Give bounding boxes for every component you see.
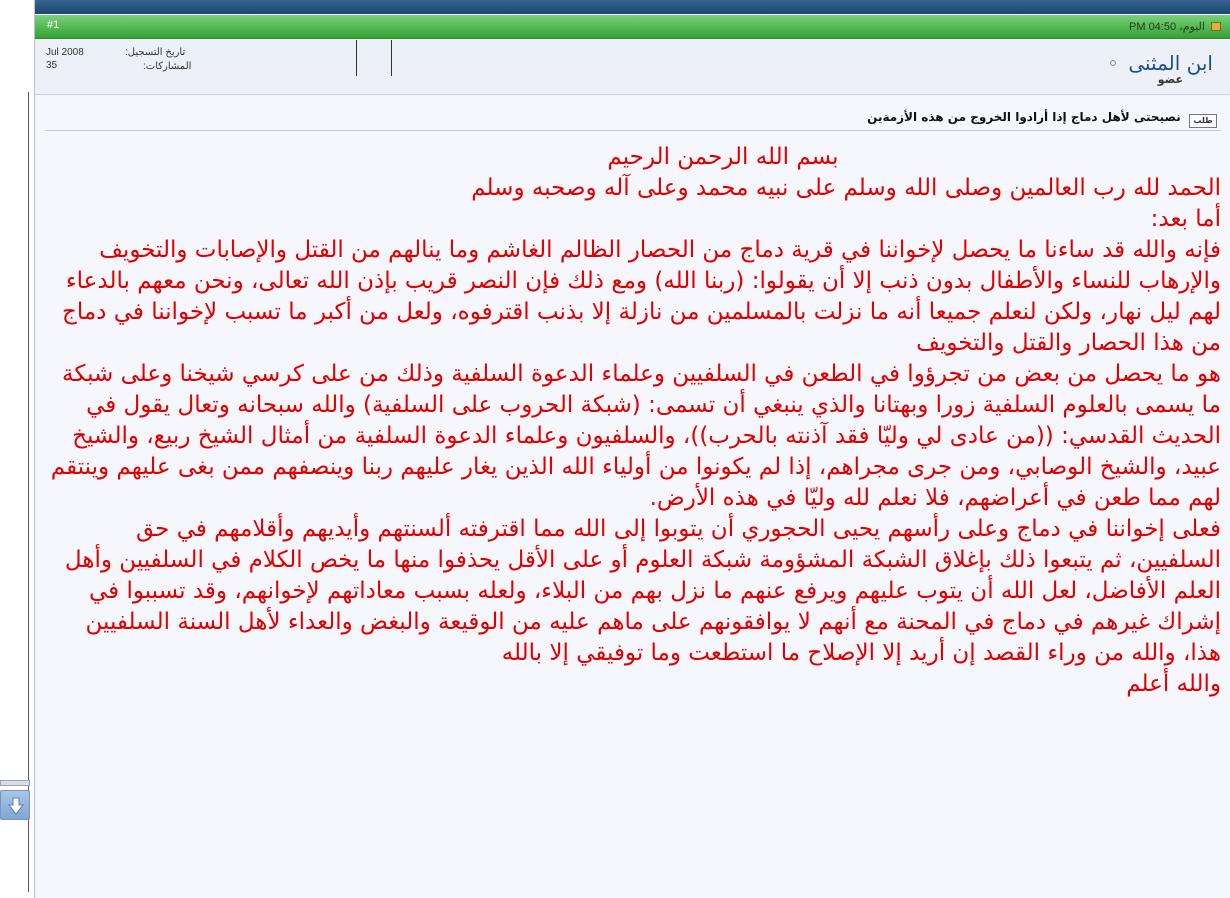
message-paragraph: هذا، والله من وراء القصد إن أريد إلا الإصلاح ما استطعت وما توفيقي إلا بالله — [501, 640, 1221, 666]
calendar-icon — [1211, 22, 1221, 31]
post-date-label: اليوم، — [1179, 21, 1205, 33]
message-paragraph: فإنه والله قد ساءنا ما يحصل لإخواننا في قرية دماج من الحصار الظالم الغاشم وما ينالهم من القتل والإصابات والتخويف والإرهاب للنساء والأطفال بدون ذنب إلا أن يقولوا: (ربنا الله) ومع ذلك فإن النصر قريب بإذن الله تعالى، ونحن معهم بالدعاء لهم ليل نهار، ولكن لنعلم جميعا أنه ما نزلت بالمسلمين من نازلة إلا بذنب اقترفوه، ولعل من أكبر ما تسبب لإخواننا في دماج من هذا الحصار والقتل والتخويف — [62, 237, 1221, 356]
post-header — [35, 15, 1230, 39]
scroll-track — [0, 780, 30, 786]
post-title — [867, 110, 1217, 128]
post-date — [1129, 20, 1221, 33]
join-date-label: تاريخ التسجيل: — [125, 47, 186, 58]
arrow-down-icon — [8, 797, 24, 815]
left-divider — [28, 92, 29, 892]
scroll-down-button[interactable] — [0, 790, 30, 820]
basmala: بسم الله الرحمن الرحيم — [607, 144, 839, 170]
message-paragraph: هو ما يحصل من بعض من تجرؤوا في الطعن في السلفيين وعلماء الدعوة السلفية وذلك من على كرسي شيخنا وعلى شبكة ما يسمى بالعلوم السلفية زورا وبهتانا والذي ينبغي أن تسمى: (شبكة الحروب على السلفية) والله سبحانه وتعال يقول في الحديث القدسي: ((من عادى لي وليّا فقد آذنته بالحرب))، والسلفيون وعلماء الدعوة السلفية من أمثال الشيخ ربيع، والشيخ عبيد، والشيخ الوصابي، ومن جرى مجراهم، إذا لم يكونوا من أولياء الله الذين يغار عليهم ربنا وينصفهم ممن بغى عليهم وينتقم لهم مما طعن في أعراضهم، فلا نعلم لله وليّا في هذه الأرض. — [50, 361, 1221, 511]
username[interactable] — [1110, 51, 1213, 75]
message-paragraph: فعلى إخواننا في دماج وعلى رأسهم يحيى الحجوري أن يتوبوا إلى الله مما اقترفته ألسنتهم وأيديهم وأقلامهم في حق السلفيين، ثم يتبعوا ذلك بإغلاق الشبكة المشؤومة شبكة العلوم أو على الأقل يحذفوا منها ما يخص الكلام في السلفيين وأهل العلم الأفاضل، لعل الله أن يتوب عليهم ويرفع عنهم ما نزل بهم من البلاء، ولعله بسبب معاداتهم لإخوانهم، وقد تسببوا في إشراك غيرهم في دماج في المحنة مع أنهم لا يوافقونهم على ماهم عليه من الوقيعة والبغض والعداء لأهل السنة السلفيين — [64, 516, 1221, 635]
user-rank: عضو — [1157, 73, 1183, 86]
post-body — [35, 96, 1230, 898]
post-count-value: 35 — [46, 60, 58, 71]
user-info-panel — [35, 40, 1230, 95]
request-icon: طلب — [1189, 114, 1217, 128]
post-message — [45, 142, 1221, 700]
post-count-label: المشاركات: — [143, 61, 192, 72]
message-paragraph: والله أعلم — [1126, 671, 1221, 697]
post-time: 04:50 PM — [1129, 21, 1177, 33]
post-number-link[interactable]: #1 — [47, 19, 60, 31]
join-date-value: Jul 2008 — [46, 47, 84, 58]
divider — [391, 40, 392, 76]
post-title-text: نصيحتى لأهل دماج إذا أرادوا الخروج من هذه الأزمةين — [867, 110, 1181, 124]
forum-post — [34, 0, 1230, 898]
offline-dot-icon — [1110, 60, 1116, 66]
username-text[interactable]: ابن المثنى — [1128, 51, 1213, 75]
title-divider — [45, 130, 1221, 131]
message-paragraph: الحمد لله رب العالمين وصلى الله وسلم على نبيه محمد وعلى آله وصحبه وسلم — [471, 175, 1221, 201]
scroll-down-widget[interactable] — [0, 780, 30, 822]
message-paragraph: أما بعد: — [1150, 206, 1221, 232]
thread-toolbar-remnant — [35, 0, 1230, 14]
divider — [356, 40, 357, 76]
